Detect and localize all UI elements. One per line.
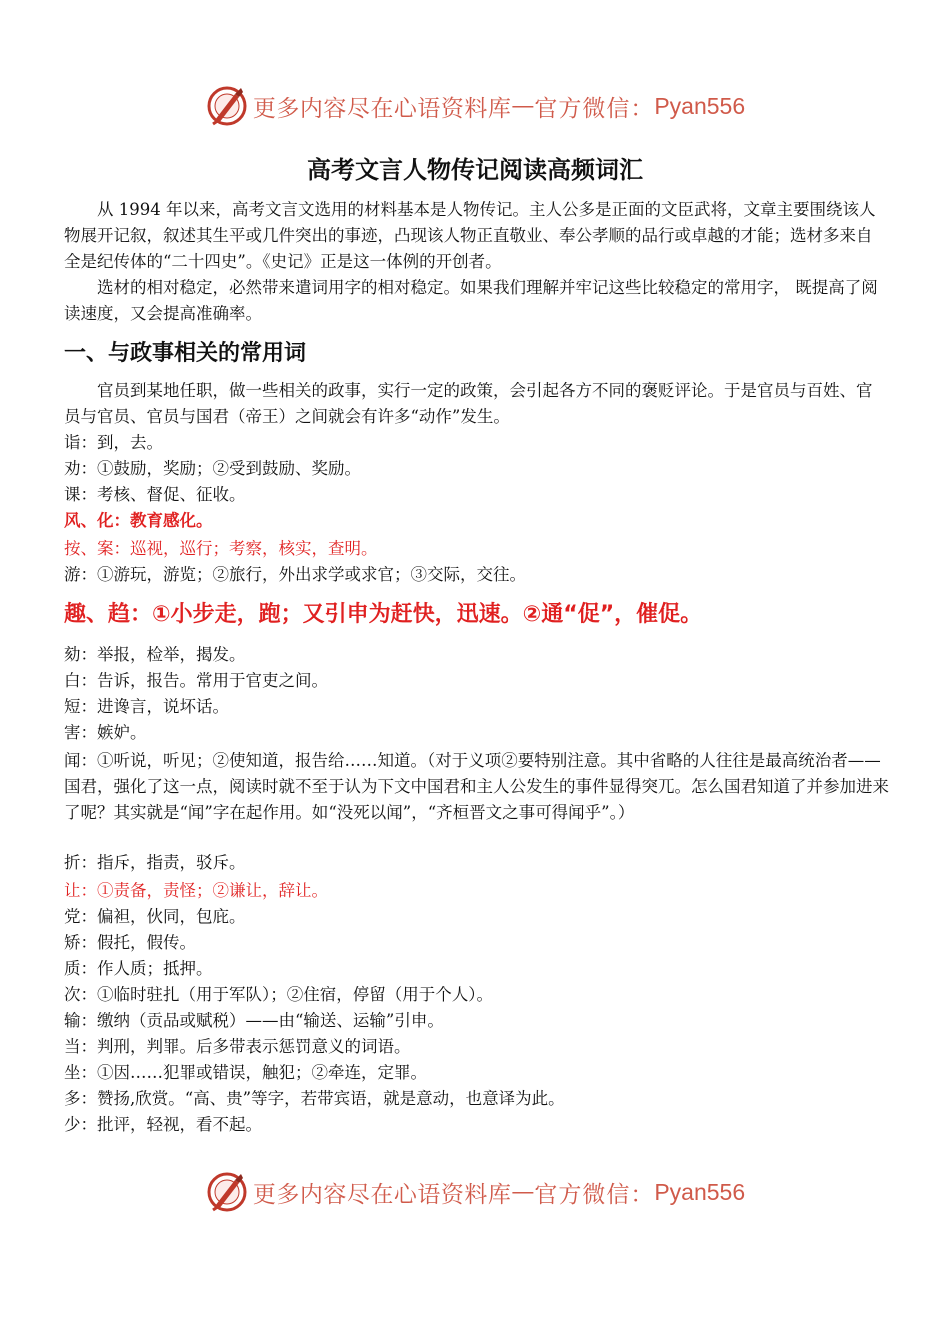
vocab-entry-you: 游：①游玩，游览；②旅行，外出求学或求官；③交际，交往。 (64, 565, 526, 584)
banner-separator: — (511, 1179, 535, 1205)
vocab-entry-ci: 次：①临时驻扎（用于军队）；②住宿，停留（用于个人）。 (64, 985, 493, 1004)
vocab-entry-qu: 趣、趋：①小步走，跑；又引申为赶快，迅速。②通“促”，催促。 (64, 602, 703, 627)
vocab-entry-dang: 党：偏袒，伙同，包庇。 (64, 907, 246, 926)
vocab-entry-feng-hua: 风、化：教育感化。 (64, 511, 213, 530)
intro-paragraph-2: 选材的相对稳定，必然带来遣词用字的相对稳定。如果我们理解并牢记这些比较稳定的常用字， 既提高了阅读速度，又会提高准确率。 (64, 278, 878, 323)
vocab-entry-quan: 劝：①鼓励，奖励；②受到鼓励、奖励。 (64, 459, 361, 478)
vocab-entry-dang-judge: 当：判刑，判罪。后多带表示惩罚意义的词语。 (64, 1037, 411, 1056)
vocab-entry-duan: 短：进谗言，说坏话。 (64, 697, 229, 716)
banner-wechat-label: 官方微信： (534, 1181, 655, 1208)
vocab-entry-duo: 多：赞扬,欣赏。“高、贵”等字，若带宾语，就是意动，也意译为此。 (64, 1089, 565, 1108)
vocab-entry-hai: 害：嫉妒。 (64, 723, 147, 742)
page-title: 高考文言人物传记阅读高频词汇 (307, 156, 643, 184)
footer-banner (0, 1166, 950, 1218)
vocab-entry-jiao: 矫：假托，假传。 (64, 933, 196, 952)
vocab-entry-ke: 课：考核、督促、征收。 (64, 485, 246, 504)
vocab-entry-wen: 闻：①听说，听见；②使知道，报告给……知道。（对于义项②要特别注意。其中省略的人往往是最高统治者——国君，强化了这一点，阅读时就不至于认为下文中国君和主人公发生的事件显得突兀。怎么国君知道了并参加进来了呢？其实就是“闻”字在起作用。如“没死以闻”，“齐桓晋文之事可得闻乎”。） (64, 751, 889, 822)
vocab-entry-yi: 诣：到，去。 (64, 433, 163, 452)
pen-logo-icon (205, 84, 249, 128)
vocab-entry-he: 劾：举报，检举，揭发。 (64, 645, 246, 664)
intro-paragraph-1: 从 1994 年以来，高考文言文选用的材料基本是人物传记。主人公多是正面的文臣武将，文章主要围绕该人物展开记叙，叙述其生平或几件突出的事迹，凸现该人物正直敬业、奉公孝顺的品行或卓越的才能；选材多来自全是纪传体的“二十四史”。《史记》正是这一体例的开创者。 (64, 200, 876, 271)
vocab-entry-zuo: 坐：①因……犯罪或错误，触犯；②牵连，定罪。 (64, 1063, 427, 1082)
banner-wechat-label: 官方微信： (534, 95, 655, 122)
banner-separator: — (511, 93, 535, 119)
vocab-entry-rang: 让：①责备，责怪；②谦让，辞让。 (64, 881, 328, 900)
banner-wechat-id: Pyan556 (654, 1178, 746, 1205)
vocab-entry-bai: 白：告诉，报告。常用于官吏之间。 (64, 671, 328, 690)
vocab-entry-shao: 少：批评，轻视，看不起。 (64, 1115, 262, 1134)
banner-wechat-id: Pyan556 (654, 92, 746, 119)
vocab-entry-zhi: 质：作人质；抵押。 (64, 959, 213, 978)
vocab-entry-zhe: 折：指斥，指责，驳斥。 (64, 853, 246, 872)
banner-site-name: 更多内容尽在心语资料库 (252, 1181, 512, 1208)
header-banner (0, 80, 950, 132)
banner-site-name: 更多内容尽在心语资料库 (252, 95, 512, 122)
pen-logo-icon (205, 1170, 249, 1214)
section-lead-paragraph: 官员到某地任职，做一些相关的政事，实行一定的政策，会引起各方不同的褒贬评论。于是官员与百姓、官员与官员、官员与国君（帝王）之间就会有许多“动作”发生。 (64, 381, 873, 426)
vocab-entry-shu: 输：缴纳（贡品或赋税）——由“输送、运输”引申。 (64, 1011, 444, 1030)
vocab-entry-an: 按、案：巡视，巡行；考察，核实，查明。 (64, 539, 378, 558)
section-heading: 一、与政事相关的常用词 (64, 341, 307, 366)
